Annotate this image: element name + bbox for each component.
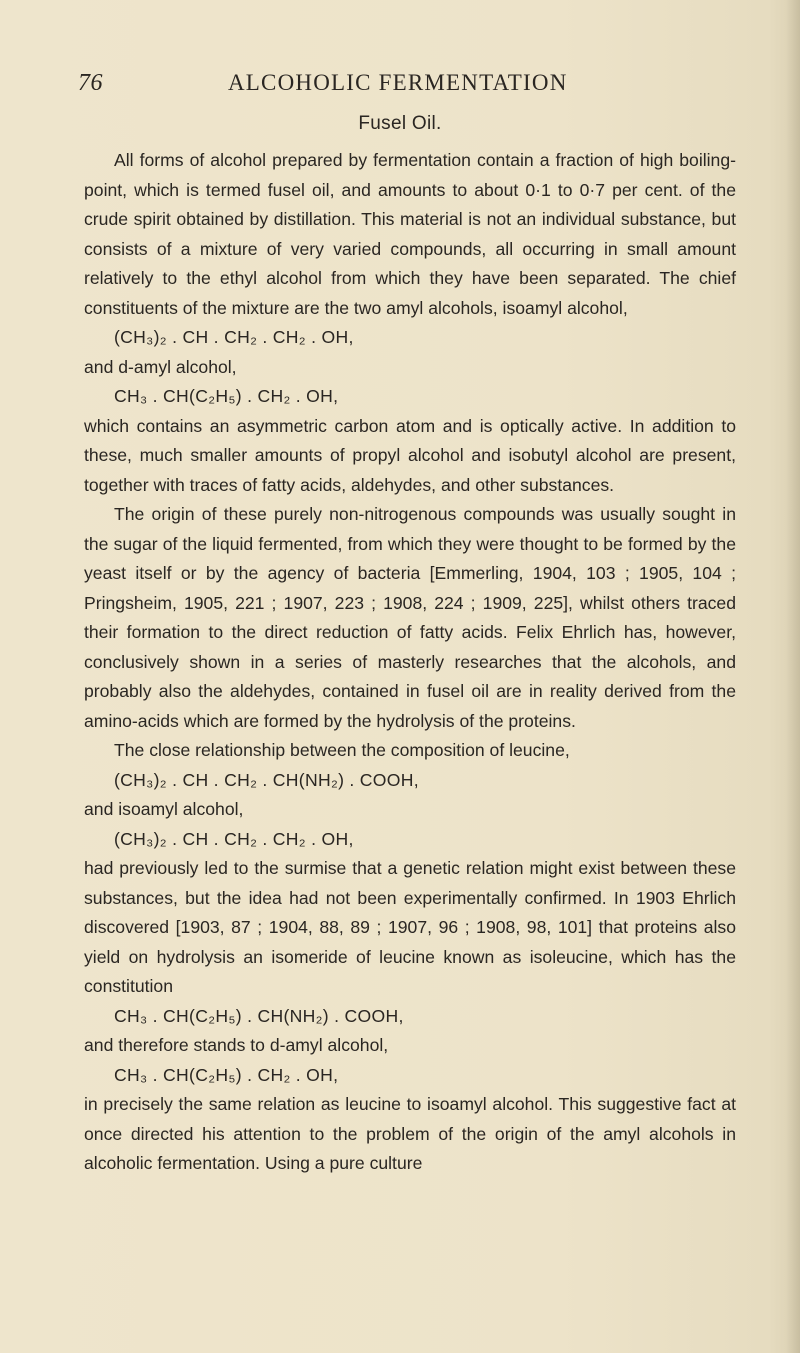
body-text: [84, 146, 736, 1179]
paragraph: and therefore stands to d-amyl alcohol,: [84, 1035, 389, 1055]
section-heading: Fusel Oil.: [358, 113, 442, 134]
formula-d-amyl-alcohol: CH₃ . CH(C₂H₅) . CH₂ . OH,: [114, 1064, 339, 1085]
formula-isoamyl-alcohol: (CH₃)₂ . CH . CH₂ . CH₂ . OH,: [114, 828, 354, 849]
formula-leucine: (CH₃)₂ . CH . CH₂ . CH(NH₂) . COOH,: [114, 769, 419, 790]
paragraph: All forms of alcohol prepared by fermentation contain a fraction of high boiling-point, which is termed fusel oil, and amounts to about 0·1 to 0·7 per cent. of the crude spirit obtained by distillation. This material is not an individual substance, but consists of a mixture of very varied compounds, all occurring in small amount relatively to the ethyl alcohol from which they have been separated. The chief constituents of the mixture are the two amyl alcohols, isoamyl alcohol,: [84, 150, 736, 318]
paragraph: and isoamyl alcohol,: [84, 799, 244, 819]
paragraph: which contains an asymmetric carbon atom and is optically active. In addition to these, much smaller amounts of propyl alcohol and isobutyl alcohol are present, together with traces of fatty acids, aldehydes, and other substances.: [84, 415, 736, 495]
paragraph: and d-amyl alcohol,: [84, 356, 237, 377]
formula-isoleucine: CH₃ . CH(C₂H₅) . CH(NH₂) . COOH,: [114, 1005, 404, 1026]
formula-d-amyl-alcohol: CH₃ . CH(C₂H₅) . CH₂ . OH,: [114, 386, 339, 406]
formula-isoamyl-alcohol: (CH₃)₂ . CH . CH₂ . CH₂ . OH,: [114, 327, 354, 347]
paragraph: The origin of these purely non-nitrogenous compounds was usually sought in the sugar of the liquid fermented, from which they were thought to be formed by the yeast itself or by the agency of bacteria [Emmerling, 1904, 103 ; 1905, 104 ; Pringsheim, 1905, 221 ; 1907, 223 ; 1908, 224 ; 1909, 225], whilst others traced their formation to the direct reduction of fatty acids. Felix Ehrlich has, however, conclusively shown in a series of masterly researches that the alcohols, and probably also the aldehydes, contained in fusel oil are in reality derived from the amino-acids which are formed by the hydrolysis of the proteins.: [84, 504, 736, 731]
running-title: ALCOHOLIC FERMENTATION: [228, 70, 568, 95]
page-number: 76: [78, 70, 103, 96]
paragraph: in precisely the same relation as leucine to isoamyl alcohol. This suggestive fact at once directed his attention to the problem of the origin of the amyl alcohols in alcoholic fermentation. Using a pure culture: [84, 1094, 736, 1173]
page-edge-shadow: [786, 0, 800, 1353]
paragraph: The close relationship between the composition of leucine,: [114, 740, 570, 760]
paragraph: had previously led to the surmise that a genetic relation might exist between these substances, but the idea had not been experimentally confirmed. In 1903 Ehrlich discovered [1903, 87 ; 1904, 88, 89 ; 1907, 96 ; 1908, 98, 101] that proteins also yield on hydrolysis an isomeride of leucine known as isoleucine, which has the constitution: [84, 858, 736, 996]
running-head: [78, 70, 738, 102]
